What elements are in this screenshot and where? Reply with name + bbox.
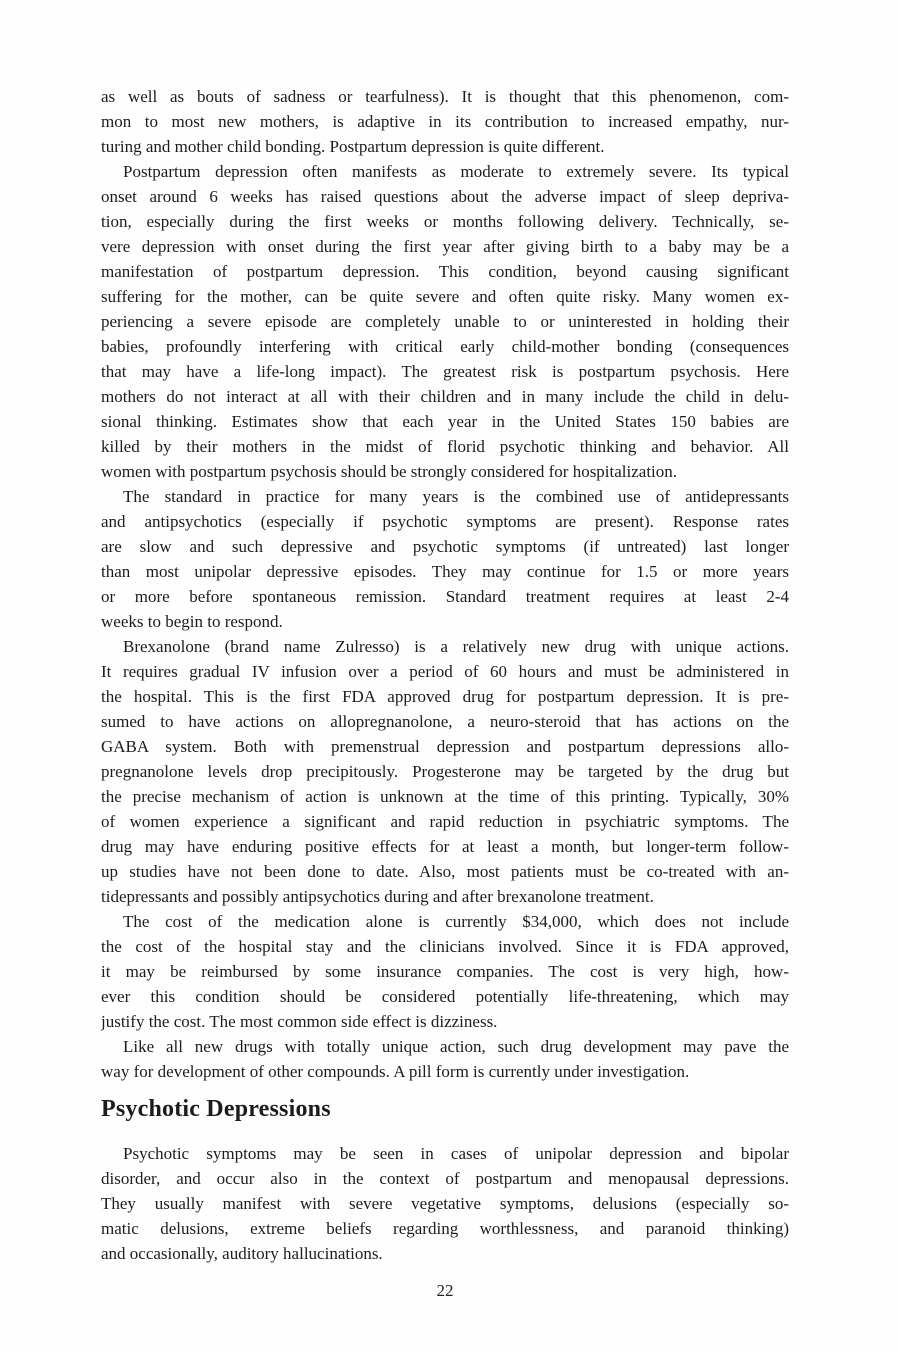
text-line: the precise mechanism of action is unknown at the time of this printing. Typically, 30% — [101, 787, 789, 806]
text-line: that may have a life-long impact). The greatest risk is postpartum psychosis. Here — [101, 362, 789, 381]
text-line: up studies have not been done to date. Also, most patients must be co-treated with an- — [101, 862, 789, 881]
text-line: than most unipolar depressive episodes. They may continue for 1.5 or more years — [101, 562, 789, 581]
text-line: suffering for the mother, can be quite severe and often quite risky. Many women ex- — [101, 287, 789, 306]
text-line: Like all new drugs with totally unique action, such drug development may pave the — [123, 1037, 789, 1056]
text-line: are slow and such depressive and psychotic symptoms (if untreated) last longer — [101, 537, 789, 556]
text-line: disorder, and occur also in the context of postpartum and menopausal depressions. — [101, 1169, 789, 1188]
text-line: the hospital. This is the first FDA approved drug for postpartum depression. It is pre- — [101, 687, 789, 706]
text-line: justify the cost. The most common side effect is dizziness. — [101, 1012, 498, 1031]
text-line: drug may have enduring positive effects for at least a month, but longer-term follow- — [101, 837, 789, 856]
paragraph — [101, 1141, 789, 1266]
text-line: It requires gradual IV infusion over a period of 60 hours and must be administered in — [101, 662, 789, 681]
text-line: turing and mother child bonding. Postpartum depression is quite different. — [101, 137, 605, 156]
text-line: as well as bouts of sadness or tearfulness). It is thought that this phenomenon, com- — [101, 87, 789, 106]
paragraph — [101, 484, 789, 634]
text-line: onset around 6 weeks has raised questions about the adverse impact of sleep depriva- — [101, 187, 789, 206]
text-line: matic delusions, extreme beliefs regarding worthlessness, and paranoid thinking) — [101, 1219, 789, 1238]
paragraph — [101, 159, 789, 484]
text-line: Brexanolone (brand name Zulresso) is a relatively new drug with unique actions. — [123, 637, 789, 656]
text-line: way for development of other compounds. A pill form is currently under investigation. — [101, 1062, 690, 1081]
paragraph — [101, 1034, 789, 1084]
text-line: tion, especially during the first weeks or months following delivery. Technically, se- — [101, 212, 789, 231]
text-line: The cost of the medication alone is currently $34,000, which does not include — [123, 912, 789, 931]
text-line: tidepressants and possibly antipsychotics during and after brexanolone treatment. — [101, 887, 654, 906]
text-line: They usually manifest with severe vegetative symptoms, delusions (especially so- — [101, 1194, 789, 1213]
text-line: Postpartum depression often manifests as moderate to extremely severe. Its typical — [123, 162, 789, 181]
text-line: women with postpartum psychosis should be strongly considered for hospitalization. — [101, 462, 678, 481]
text-line: vere depression with onset during the first year after giving birth to a baby may be a — [101, 237, 789, 256]
text-line: and occasionally, auditory hallucinations. — [101, 1244, 383, 1263]
text-line: Psychotic symptoms may be seen in cases of unipolar depression and bipolar — [123, 1144, 789, 1163]
section-heading: Psychotic Depressions — [101, 1096, 331, 1122]
text-line: manifestation of postpartum depression. This condition, beyond causing significant — [101, 262, 789, 281]
text-line: periencing a severe episode are completely unable to or uninterested in holding their — [101, 312, 789, 331]
text-line: or more before spontaneous remission. Standard treatment requires at least 2-4 — [101, 587, 789, 606]
text-line: The standard in practice for many years is the combined use of antidepressants — [123, 487, 789, 506]
paragraph — [101, 634, 789, 909]
paragraph — [101, 909, 789, 1034]
text-line: and antipsychotics (especially if psychotic symptoms are present). Response rates — [101, 512, 789, 531]
text-line: mon to most new mothers, is adaptive in its contribution to increased empathy, nur- — [101, 112, 789, 131]
text-line: of women experience a significant and rapid reduction in psychiatric symptoms. The — [101, 812, 789, 831]
text-line: babies, profoundly interfering with critical early child-mother bonding (consequences — [101, 337, 789, 356]
text-line: mothers do not interact at all with their children and in many include the child in delu- — [101, 387, 789, 406]
text-line: it may be reimbursed by some insurance companies. The cost is very high, how- — [101, 962, 789, 981]
text-line: killed by their mothers in the midst of florid psychotic thinking and behavior. All — [101, 437, 789, 456]
text-line: pregnanolone levels drop precipitously. Progesterone may be targeted by the drug but — [101, 762, 789, 781]
text-line: sional thinking. Estimates show that each year in the United States 150 babies are — [101, 412, 789, 431]
text-line: the cost of the hospital stay and the clinicians involved. Since it is FDA approved, — [101, 937, 789, 956]
page-number: 22 — [436, 1281, 454, 1300]
text-block — [101, 84, 789, 1266]
text-line: weeks to begin to respond. — [101, 612, 283, 631]
paragraph — [101, 84, 789, 159]
text-line: GABA system. Both with premenstrual depression and postpartum depressions allo- — [101, 737, 789, 756]
text-line: sumed to have actions on allopregnanolone, a neuro-steroid that has actions on the — [101, 712, 789, 731]
text-line: ever this condition should be considered potentially life-threatening, which may — [101, 987, 789, 1006]
